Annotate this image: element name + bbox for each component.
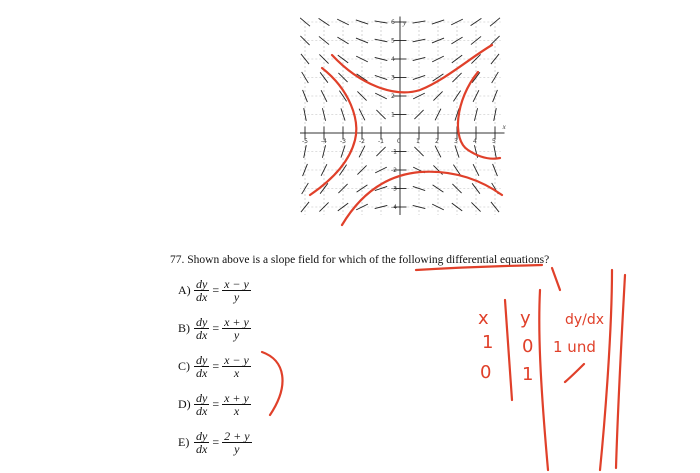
ink-table-line-1	[505, 300, 512, 400]
rhs-numerator: x + y	[224, 391, 249, 405]
lhs-denominator: dx	[196, 328, 208, 342]
choice-a	[178, 278, 251, 303]
lhs-denominator: dx	[196, 404, 208, 418]
ink-table-line-4	[600, 270, 612, 470]
lhs-numerator: dy	[196, 391, 208, 405]
lhs-numerator: dy	[196, 277, 208, 291]
ink-header-y: y	[520, 308, 531, 329]
choice-d	[178, 392, 251, 417]
x-tick-label: -2	[359, 138, 365, 145]
y-tick-label: 1	[391, 111, 395, 119]
x-tick-label: 2	[435, 138, 439, 145]
y-tick-label: -3	[391, 185, 397, 193]
x-tick-label: 1	[416, 138, 420, 145]
ink-table-line-5	[616, 275, 625, 468]
question-text: Shown above is a slope field for which of the following differential equations?	[187, 254, 550, 266]
rhs-denominator: x	[233, 366, 240, 380]
rhs-fraction	[222, 392, 251, 417]
ink-header-x: x	[478, 308, 489, 329]
rhs-numerator: x + y	[224, 315, 249, 329]
y-tick-label: 5	[391, 37, 395, 45]
x-tick-label: -3	[340, 138, 346, 145]
slope-segment	[432, 204, 444, 210]
choice-letter: C)	[178, 359, 190, 373]
rhs-denominator: y	[233, 290, 240, 304]
equals-sign: =	[212, 283, 220, 297]
rhs-fraction	[222, 278, 251, 303]
rhs-numerator: x − y	[224, 353, 249, 367]
y-tick-label: 3	[391, 74, 395, 82]
rhs-numerator: x − y	[224, 277, 249, 291]
ink-checkmark	[565, 364, 584, 382]
equals-sign: =	[212, 359, 220, 373]
choice-letter: E)	[178, 435, 190, 449]
equals-sign: =	[212, 435, 220, 449]
choice-letter: A)	[178, 283, 191, 297]
slope-field-graph	[300, 0, 540, 215]
lhs-fraction	[194, 354, 209, 379]
choice-c	[178, 354, 251, 379]
lhs-fraction	[194, 430, 209, 455]
y-tick-label: -1	[391, 148, 397, 156]
x-tick-label: -5	[302, 138, 308, 145]
x-axis-label: x	[502, 123, 506, 131]
equals-sign: =	[212, 321, 220, 335]
rhs-denominator: x	[233, 404, 240, 418]
y-tick-label: 2	[391, 93, 395, 100]
choice-letter: B)	[178, 321, 190, 335]
lhs-fraction	[194, 316, 209, 341]
y-tick-label: -4	[391, 204, 397, 211]
ink-header-dydx: dy/dx	[565, 312, 605, 328]
ink-row1-y: 0	[522, 336, 534, 357]
y-tick-label: 6	[391, 19, 395, 26]
lhs-numerator: dy	[196, 429, 208, 443]
x-tick-label: -4	[321, 138, 327, 145]
x-tick-label: 0	[397, 138, 401, 145]
slope-segment	[356, 204, 368, 210]
rhs-fraction	[222, 430, 251, 455]
y-tick-label: 4	[391, 56, 395, 63]
ink-row2-x: 0	[480, 362, 492, 383]
ink-row1-dydx: 1 und	[553, 338, 596, 356]
choice-letter: D)	[178, 397, 191, 411]
lhs-denominator: dx	[196, 442, 208, 456]
rhs-denominator: y	[233, 328, 240, 342]
x-tick-label: 5	[492, 138, 496, 145]
lhs-numerator: dy	[196, 353, 208, 367]
lhs-denominator: dx	[196, 290, 208, 304]
x-tick-label: -1	[378, 138, 384, 145]
y-tick-label: -2	[391, 167, 397, 174]
lhs-denominator: dx	[196, 366, 208, 380]
lhs-fraction	[194, 278, 209, 303]
question-77	[170, 254, 549, 266]
slope-segment	[356, 56, 368, 62]
lhs-numerator: dy	[196, 315, 208, 329]
rhs-fraction	[222, 316, 251, 341]
question-number: 77.	[170, 254, 185, 266]
ink-row2-y: 1	[522, 364, 534, 385]
rhs-denominator: y	[234, 442, 240, 456]
lhs-fraction	[194, 392, 209, 417]
x-tick-label: 3	[454, 138, 458, 145]
ink-bracket	[262, 352, 282, 415]
choice-b	[178, 316, 251, 341]
ink-row1-x: 1	[482, 332, 494, 353]
slope-segment	[337, 19, 349, 25]
rhs-numerator: 2 + y	[224, 429, 250, 443]
ink-table-line-2	[539, 290, 548, 470]
y-axis-label: y	[403, 19, 407, 27]
choice-e	[178, 430, 252, 455]
rhs-fraction	[222, 354, 251, 379]
equals-sign: =	[212, 397, 220, 411]
ink-table-line-3	[552, 268, 560, 290]
slope-segment	[432, 56, 444, 62]
x-tick-label: 4	[473, 138, 477, 145]
